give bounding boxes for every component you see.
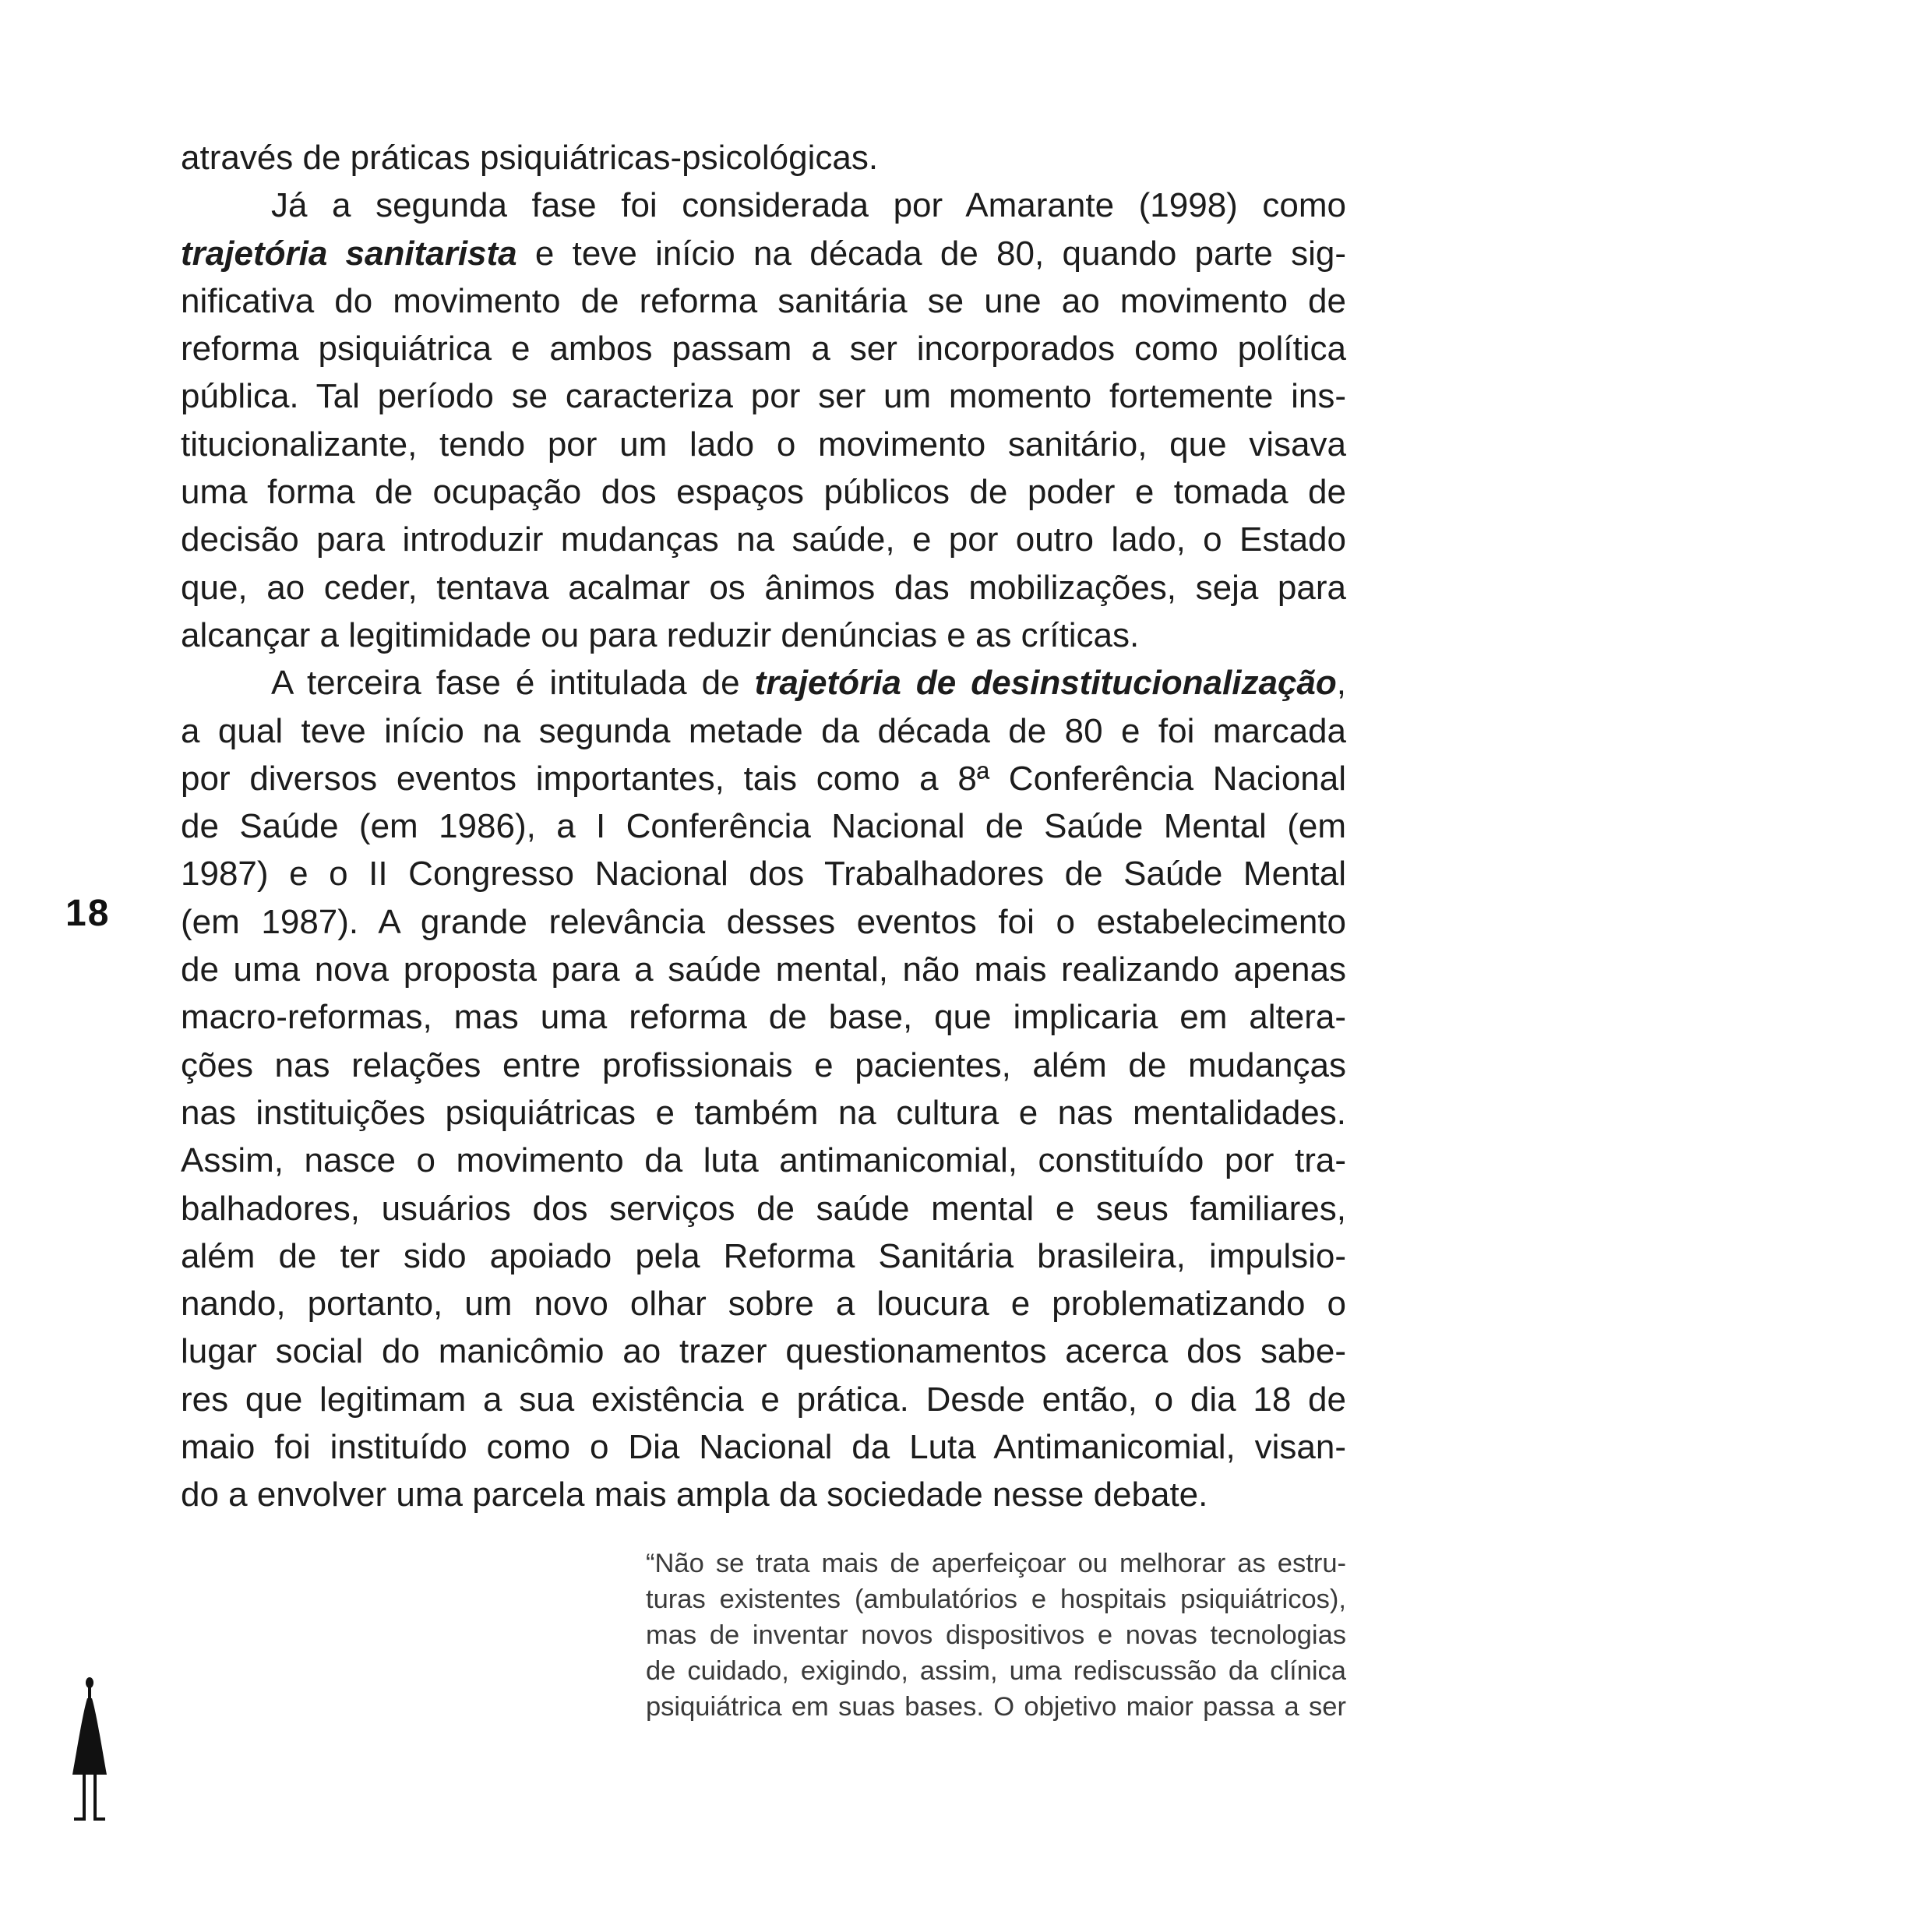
body-text-run: A terceira fase é intitulada de (271, 664, 755, 703)
body-line: que, ao ceder, tentava acalmar os ânimos das mobilizações, seja para (181, 568, 1346, 607)
body-line: Assim, nasce o movimento da luta antimanicomial, constituído por tra- (181, 1141, 1346, 1180)
body-line: nando, portanto, um novo olhar sobre a loucura e problematizando o (181, 1285, 1346, 1324)
body-line: nificativa do movimento de reforma sanitária se une ao movimento de (181, 281, 1346, 320)
body-line: por diversos eventos importantes, tais como a 8ª Conferência Nacional (181, 759, 1346, 798)
emphasized-term: trajetória de desinstitucionalização (754, 664, 1337, 703)
page-number: 18 (65, 893, 111, 934)
body-line: pública. Tal período se caracteriza por ser um momento fortemente ins- (181, 377, 1346, 416)
body-line: ções nas relações entre profissionais e pacientes, além de mudanças (181, 1045, 1346, 1084)
quote-line: turas existentes (ambulatórios e hospitais psiquiátricos), (646, 1585, 1346, 1614)
body-line: a qual teve início na segunda metade da década de 80 e foi marcada (181, 711, 1346, 750)
body-line: lugar social do manicômio ao trazer questionamentos acerca dos sabe- (181, 1332, 1346, 1371)
quote-line: mas de inventar novos dispositivos e novas tecnologias (646, 1620, 1346, 1650)
body-line: através de práticas psiquiátricas-psicológicas. (181, 139, 879, 177)
body-line: de Saúde (em 1986), a I Conferência Nacional de Saúde Mental (em (181, 807, 1346, 846)
body-line (181, 659, 1346, 707)
body-line: Já a segunda fase foi considerada por Amarante (1998) como (271, 186, 1346, 225)
body-line (181, 230, 1346, 277)
body-line: de uma nova proposta para a saúde mental, não mais realizando apenas (181, 950, 1346, 989)
quote-line: psiquiátrica em suas bases. O objetivo maior passa a ser (646, 1692, 1346, 1722)
body-line: (em 1987). A grande relevância desses eventos foi o estabelecimento (181, 902, 1346, 941)
body-line: balhadores, usuários dos serviços de saúde mental e seus familiares, (181, 1189, 1346, 1228)
body-line: titucionalizante, tendo por um lado o movimento sanitário, que visava (181, 425, 1346, 464)
body-line: uma forma de ocupação dos espaços públicos de poder e tomada de (181, 473, 1346, 512)
body-text-run: , (1336, 664, 1346, 703)
body-line: macro-reformas, mas uma reforma de base, que implicaria em altera- (181, 998, 1346, 1037)
body-line: nas instituições psiquiátricas e também na cultura e nas mentalidades. (181, 1093, 1346, 1132)
body-line: alcançar a legitimidade ou para reduzir denúncias e as críticas. (181, 615, 1140, 654)
body-text (181, 134, 1346, 1519)
standing-figure-icon (66, 1675, 113, 1831)
body-line: além de ter sido apoiado pela Reforma Sanitária brasileira, impulsio- (181, 1236, 1346, 1275)
block-quote (646, 1546, 1346, 1725)
body-line: 1987) e o II Congresso Nacional dos Trabalhadores de Saúde Mental (181, 855, 1346, 894)
quote-line: “Não se trata mais de aperfeiçoar ou melhorar as estru- (646, 1549, 1346, 1578)
body-line: res que legitimam a sua existência e prática. Desde então, o dia 18 de (181, 1380, 1346, 1419)
emphasized-term: trajetória sanitarista (181, 234, 517, 273)
body-line: reforma psiquiátrica e ambos passam a ser incorporados como política (181, 330, 1346, 368)
body-line: do a envolver uma parcela mais ampla da sociedade nesse debate. (181, 1475, 1208, 1514)
body-text-run: e teve início na década de 80, quando parte sig- (516, 234, 1346, 273)
quote-line: de cuidado, exigindo, assim, uma rediscussão da clínica (646, 1656, 1346, 1686)
body-line: decisão para introduzir mudanças na saúde, e por outro lado, o Estado (181, 520, 1346, 559)
body-line: maio foi instituído como o Dia Nacional da Luta Antimanicomial, visan- (181, 1428, 1346, 1467)
